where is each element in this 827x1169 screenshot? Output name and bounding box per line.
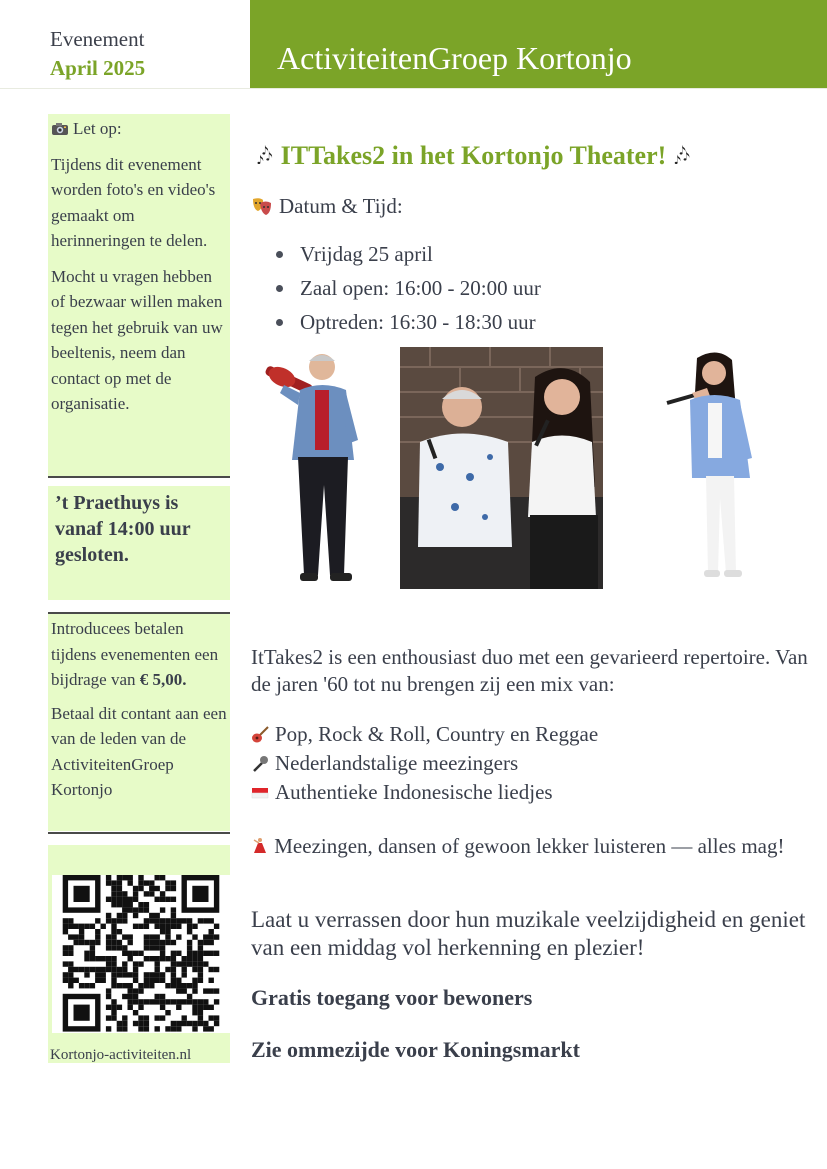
photo-notice-box [48,114,230,476]
music-notes-icon: 🎶︎ [674,140,690,169]
website-link[interactable]: Kortonjo-activiteiten.nl [50,1047,192,1063]
date-heading-row [251,194,403,219]
qr-code-graphic [52,875,230,1033]
fee-amount: € 5,00. [139,670,187,689]
genre-item [251,749,598,778]
performer-photo-male [262,345,372,590]
notice-text-1: Tijdens dit evenement worden foto's en video's gemaakt om herinneringen te delen. [51,154,216,250]
fee-box [48,614,230,831]
genre-item [251,778,598,807]
fee-text-1: Introducees betalen tijdens evenementen een bijdrage van [51,619,219,689]
dancer-icon [251,837,269,855]
date-heading: Datum & Tijd: [279,194,403,218]
sing-along: Meezingen, dansen of gewoon lekker luisteren — alles mag! [274,834,785,858]
fee-text-2: Betaal dit contant aan een van de leden van de ActiviteitenGroep Kortonjo [51,703,227,799]
see-back-note: Zie ommezijde voor Koningsmarkt [251,1037,580,1062]
genre-label: Nederlandstalige meezingers [275,751,519,775]
music-notes-icon: 🎶︎ [257,140,273,169]
schedule-list [276,240,541,342]
notice-heading-row [51,116,227,142]
free-entry: Gratis toegang voor bewoners [251,985,533,1010]
qr-box [48,845,230,1063]
fee-text [51,616,227,693]
sidebar-divider [48,476,230,478]
schedule-item: Vrijdag 25 april [276,240,541,274]
header-divider [0,88,827,89]
camera-icon [51,120,69,138]
event-label: Evenement [50,27,145,51]
microphone-icon [251,755,269,773]
performer-photo-duo [400,347,603,589]
sing-along-text [251,832,791,860]
genre-item [251,720,598,749]
guitar-icon [251,726,269,744]
org-title: ActiviteitenGroep Kortonjo [277,40,632,76]
surprise-text: Laat u verrassen door hun muzikale veelzijdigheid en geniet van een middag vol herkenning en plezier! [251,907,806,960]
qr-code[interactable] [52,875,230,1033]
event-month: April 2025 [50,56,146,80]
notice-heading: Let op: [73,119,122,138]
genre-label: Pop, Rock & Roll, Country en Reggae [275,722,599,746]
closed-notice-box [48,486,230,600]
description: ItTakes2 is een enthousiast duo met een gevarieerd repertoire. Van de jaren '60 tot nu brengen zij een mix van: [251,645,808,696]
genre-label: Authentieke Indonesische liedjes [275,780,553,804]
schedule-item: Zaal open: 16:00 - 20:00 uur [276,274,541,308]
closed-notice: ’t Praethuys is vanaf 14:00 uur gesloten. [55,492,191,566]
theater-masks-icon [251,196,273,218]
indonesia-flag-icon [251,784,269,802]
schedule-item: Optreden: 16:30 - 18:30 uur [276,308,541,342]
event-title-row [257,140,690,171]
notice-text-2: Mocht u vragen hebben of bezwaar willen maken tegen het gebruik van uw beeltenis, neem dan contact op met de organisatie. [51,266,223,413]
genre-list [251,720,598,807]
sidebar-divider [48,832,230,834]
performer-photo-female [662,348,762,598]
event-title: ITTakes2 in het Kortonjo Theater! [280,140,667,170]
